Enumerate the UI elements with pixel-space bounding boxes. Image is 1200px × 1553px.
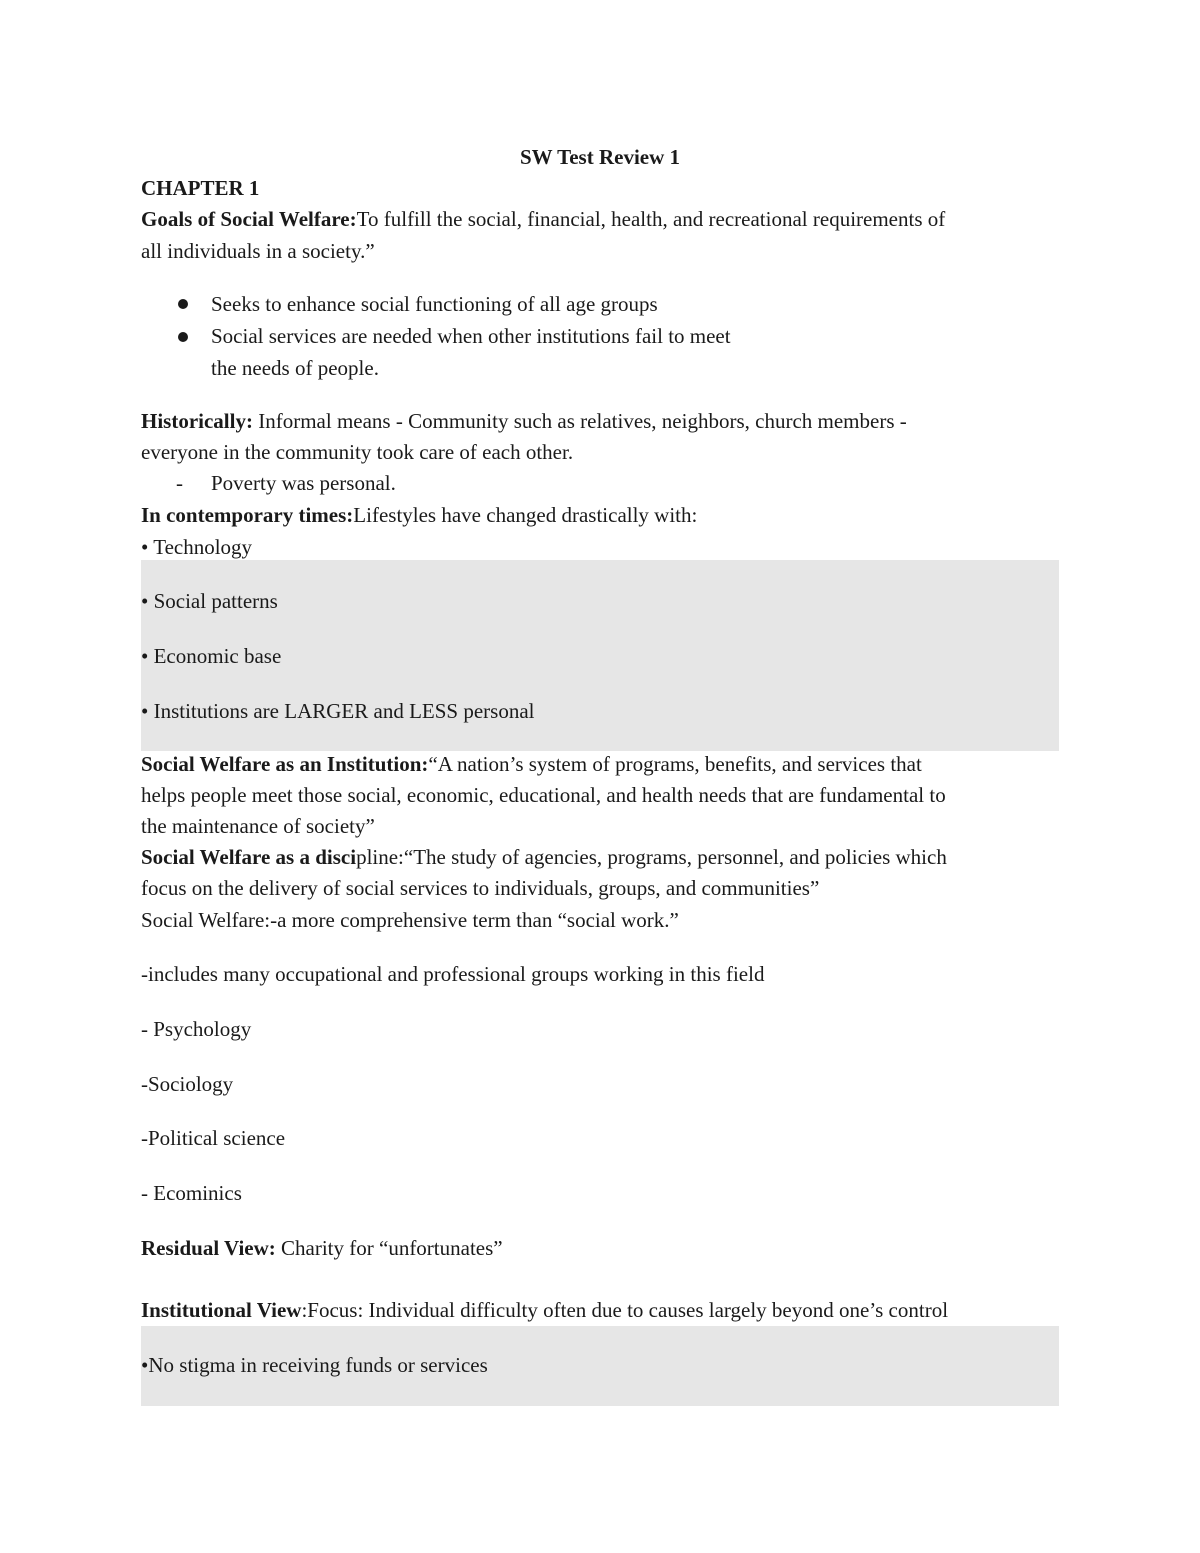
field-economics: - Ecominics: [141, 1181, 242, 1205]
bullet-dot-icon: [178, 332, 188, 342]
historically-dash-item: Poverty was personal.: [211, 471, 396, 495]
field-sociology: -Sociology: [141, 1072, 234, 1096]
contemporary-item-3: • Economic base: [141, 644, 282, 668]
discipline-text-1: “The study of agencies, programs, personnel, and policies which: [403, 845, 947, 869]
goals-text-2: all individuals in a society.”: [141, 239, 375, 263]
goals-text-1: To fulfill the social, financial, health, and recreational requirements of: [356, 207, 946, 231]
institution-label: Social Welfare as an Institution:: [141, 752, 429, 776]
institution-text-3: the maintenance of society”: [141, 814, 375, 838]
residual-text: Charity for “unfortunates”: [275, 1236, 503, 1260]
includes-line: -includes many occupational and professional groups working in this field: [141, 962, 765, 986]
goals-bullet-2-cont: the needs of people.: [211, 356, 379, 380]
page-title: SW Test Review 1: [519, 145, 681, 169]
chapter-heading: CHAPTER 1: [141, 176, 260, 200]
historically-label: Historically:: [141, 409, 253, 433]
goals-bullet-2: Social services are needed when other institutions fail to meet: [211, 324, 731, 348]
historically-line-1: [141, 409, 907, 433]
institution-text-1: “A nation’s system of programs, benefits, and services that: [428, 752, 922, 776]
institutional-view-line: [141, 1298, 948, 1322]
institution-text-2: helps people meet those social, economic, educational, and health needs that are fundamental to: [141, 783, 946, 807]
contemporary-label: In contemporary times:: [141, 503, 354, 527]
social-welfare-term: Social Welfare:-a more comprehensive term than “social work.”: [141, 908, 679, 932]
contemporary-text: Lifestyles have changed drastically with:: [353, 503, 698, 527]
contemporary-item-1: • Technology: [141, 535, 253, 559]
goals-line-1: [141, 207, 945, 231]
historically-text-2: everyone in the community took care of each other.: [141, 440, 574, 464]
discipline-text-2: focus on the delivery of social services to individuals, groups, and communities”: [141, 876, 820, 900]
discipline-line-1: [141, 845, 947, 869]
discipline-label: Social Welfare as a disci: [141, 845, 357, 869]
residual-label: Residual View:: [141, 1236, 276, 1260]
goals-bullet-1: Seeks to enhance social functioning of all age groups: [211, 292, 658, 316]
discipline-label-rest: pline:: [356, 845, 404, 869]
contemporary-line: [141, 503, 697, 527]
institutional-view-text: :Focus: Individual difficulty often due to causes largely beyond one’s control: [301, 1298, 949, 1322]
residual-line: [141, 1236, 503, 1260]
dash-marker: -: [176, 471, 183, 495]
field-psychology: - Psychology: [141, 1017, 252, 1041]
institution-line-1: [141, 752, 922, 776]
institutional-view-item: •No stigma in receiving funds or services: [141, 1353, 488, 1377]
contemporary-item-2: • Social patterns: [141, 589, 278, 613]
bullet-dot-icon: [178, 299, 188, 309]
goals-label: Goals of Social Welfare:: [141, 207, 357, 231]
historically-text-1: Informal means - Community such as relatives, neighbors, church members -: [252, 409, 907, 433]
institutional-view-label: Institutional View: [141, 1298, 302, 1322]
field-political-science: -Political science: [141, 1126, 286, 1150]
contemporary-item-4: • Institutions are LARGER and LESS personal: [141, 699, 535, 723]
